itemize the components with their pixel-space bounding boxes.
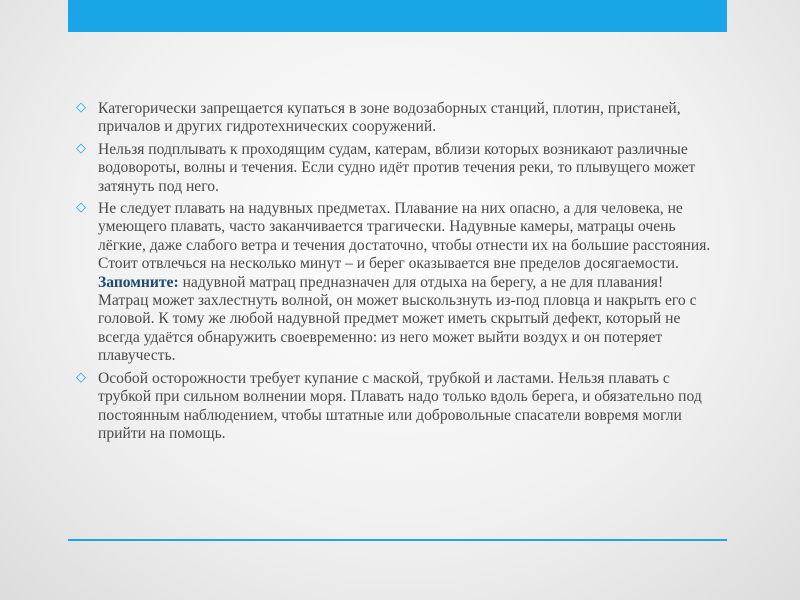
diamond-bullet-icon: ◇ (76, 140, 86, 156)
diamond-bullet-icon: ◇ (76, 369, 86, 385)
list-item-text-before: Не следует плавать на надувных предметах. Плавание на них опасно, а для человека, не умеющего плавать, часто заканчивается трагически. Надувные камеры, матрацы очень лёгкие, даже слабого ветра и течения достаточно, чтобы отнести их на большие расстояния. Стоит отвлечься на несколько минут – и берег оказывается вне пределов досягаемости. (98, 200, 711, 273)
list-item-text-after: надувной матрац предназначен для отдыха на берегу, а не для плавания! Матрац может захлестнуть волной, он может выскользнуть из-под пловца и накрыть его с головой. К тому же любой надувной предмет может иметь скрытый дефект, который не всегда удаётся обнаружить своевременно: из него может выйти воздух и он потеряет плавучесть. (98, 273, 697, 365)
list-item-text: Категорически запрещается купаться в зоне водозаборных станций, плотин, пристаней, причалов и других гидротехнических сооружений. (98, 100, 681, 136)
footer-divider (68, 539, 727, 541)
diamond-bullet-icon: ◇ (76, 100, 86, 115)
bullet-list (76, 100, 716, 443)
list-item (76, 370, 716, 444)
list-item (76, 200, 716, 366)
slide-content (76, 100, 716, 447)
list-item-text: Нельзя подплывать к проходящим судам, катерам, вблизи которых возникают различные водовороты, волны и течения. Если судно идёт против течения реки, то плывущего может затянуть под него. (98, 140, 696, 195)
header-accent-bar (68, 0, 727, 32)
diamond-bullet-icon: ◇ (76, 200, 86, 216)
remember-emphasis: Запомните: (98, 273, 179, 291)
list-item (76, 141, 716, 196)
list-item-text: Особой осторожности требует купание с маской, трубкой и ластами. Нельзя плавать с трубкой при сильном волнении моря. Плавать надо только вдоль берега, и обязательно под постоянным наблюдением, чтобы штатные или добровольные спасатели вовремя могли прийти на помощь. (98, 369, 702, 442)
list-item (76, 100, 716, 137)
